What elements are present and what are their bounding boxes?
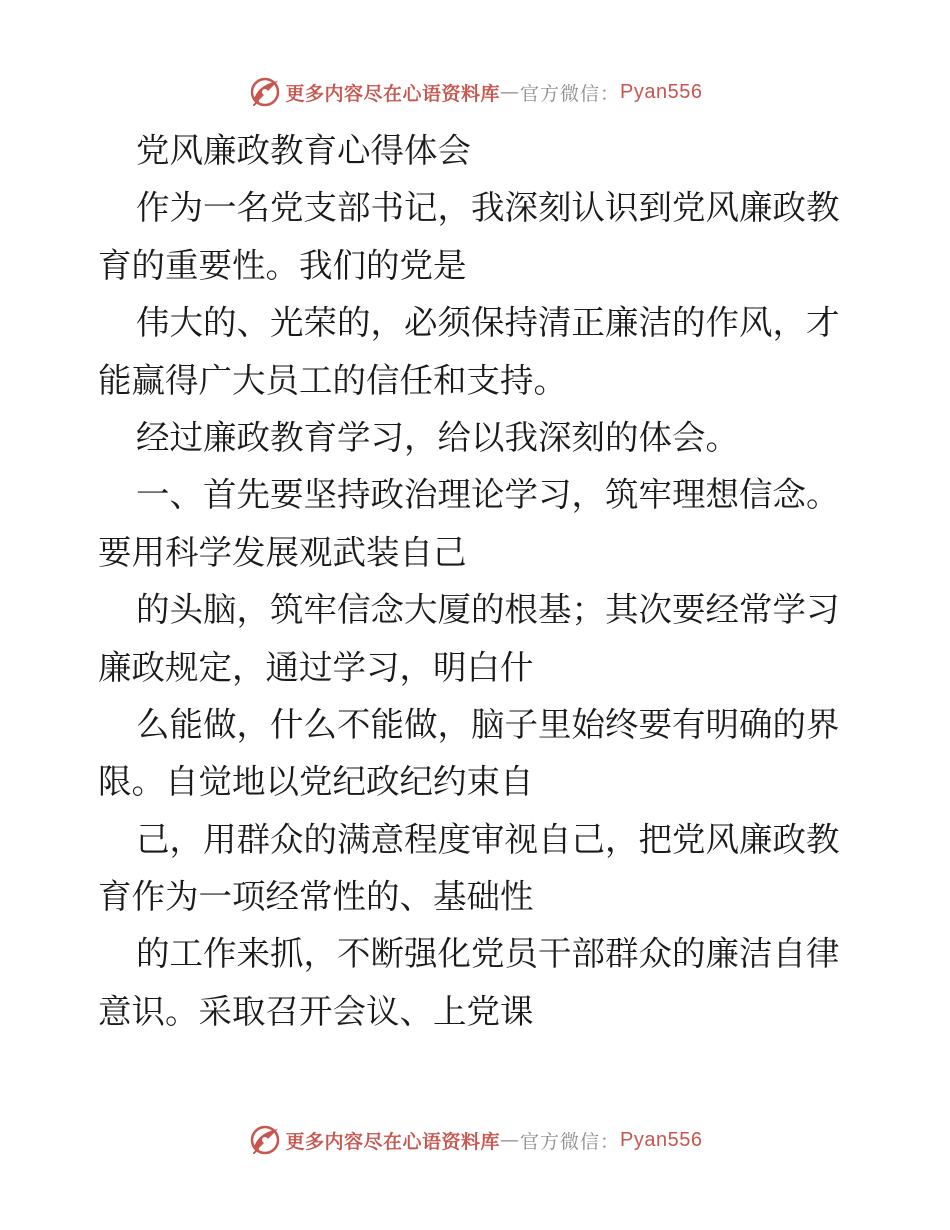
doc-line: 限。自觉地以党纪政纪约束自 xyxy=(98,762,534,802)
doc-line: 作为一名党支部书记，我深刻认识到党风廉政教 xyxy=(136,188,840,228)
doc-line: 的头脑，筑牢信念大厦的根基；其次要经常学习 xyxy=(136,590,840,630)
pen-nib-circle-icon xyxy=(248,75,282,109)
banner-separator: — xyxy=(500,1129,521,1151)
brand-text: 更多内容尽在心语资料库 xyxy=(285,1130,501,1153)
doc-line: 意识。采取召开会议、上党课 xyxy=(98,991,534,1031)
doc-line: 能赢得广大员工的信任和支持。 xyxy=(98,360,567,400)
doc-line: 育的重要性。我们的党是 xyxy=(98,245,467,285)
doc-line: 党风廉政教育心得体会 xyxy=(136,131,471,170)
doc-line: 一、首先要坚持政治理论学习，筑牢理想信念。 xyxy=(136,475,840,515)
doc-line: 么能做，什么不能做，脑子里始终要有明确的界 xyxy=(136,704,840,744)
doc-line: 经过廉政教育学习，给以我深刻的体会。 xyxy=(136,417,739,457)
brand-text: 更多内容尽在心语资料库 xyxy=(285,82,501,105)
doc-line: 伟大的、光荣的，必须保持清正廉洁的作风，才 xyxy=(136,303,840,343)
doc-line: 要用科学发展观武装自己 xyxy=(98,532,467,572)
document-body xyxy=(98,122,858,1040)
banner-separator: — xyxy=(500,81,521,103)
header-banner xyxy=(0,72,950,112)
wechat-label: 官方微信： xyxy=(520,82,621,105)
doc-line: 己，用群众的满意程度审视自己，把党风廉政教 xyxy=(136,819,840,859)
wechat-label: 官方微信： xyxy=(520,1130,621,1153)
footer-banner xyxy=(0,1120,950,1160)
doc-line: 的工作来抓，不断强化党员干部群众的廉洁自律 xyxy=(136,934,840,974)
wechat-id: Pyan556 xyxy=(620,80,703,103)
pen-nib-circle-icon xyxy=(248,1123,282,1157)
wechat-id: Pyan556 xyxy=(620,1128,703,1151)
doc-line: 廉政规定，通过学习，明白什 xyxy=(98,647,534,687)
doc-line: 育作为一项经常性的、基础性 xyxy=(98,877,534,917)
